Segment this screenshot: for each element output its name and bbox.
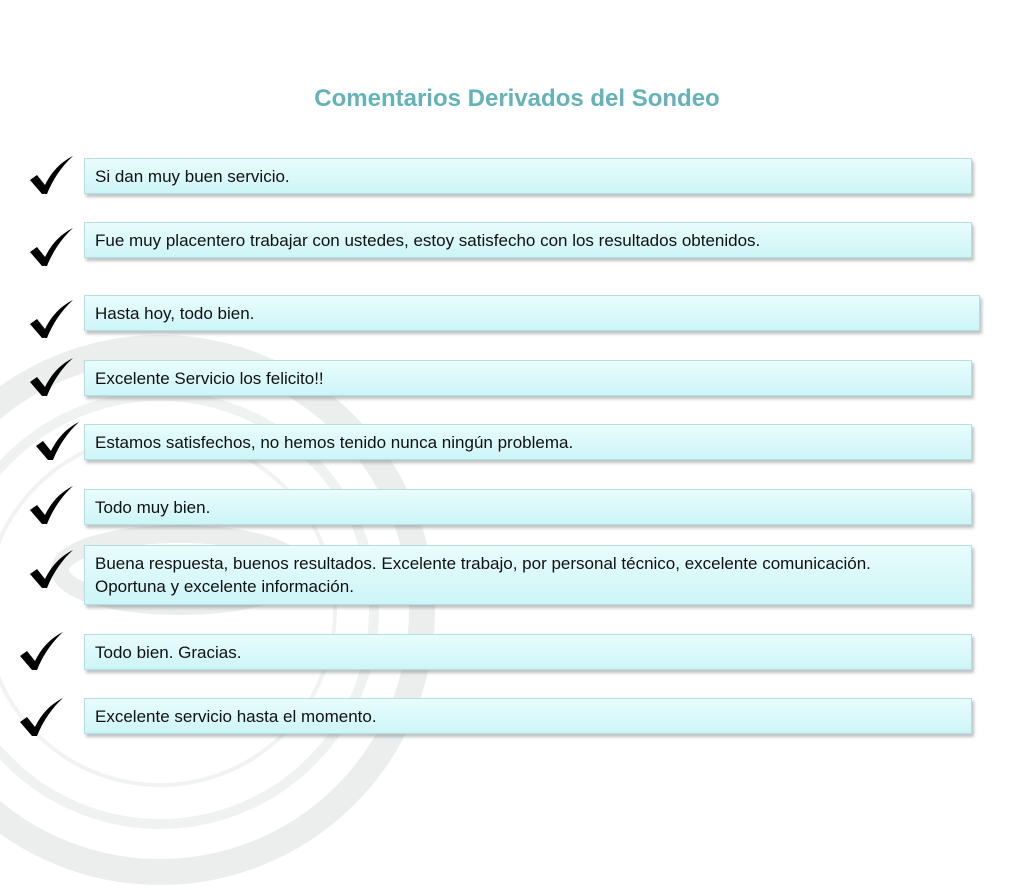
comment-text: Todo muy bien.: [95, 497, 211, 517]
comment-text: Estamos satisfechos, no hemos tenido nunca ningún problema.: [95, 432, 574, 452]
comment-text: Si dan muy buen servicio.: [95, 166, 290, 186]
comment-text: Buena respuesta, buenos resultados. Excelente trabajo, por personal técnico, excelente comunicación. Oportuna y excelente información.: [95, 554, 871, 596]
slide-title: Comentarios Derivados del Sondeo: [314, 85, 720, 112]
comment-box: [84, 424, 972, 460]
checkmark-icon: [18, 696, 64, 740]
comment-box: [84, 360, 972, 396]
checkmark-icon: [34, 420, 80, 464]
comment-text: Todo bien. Gracias.: [95, 642, 242, 662]
checkmark-icon: [28, 226, 74, 270]
comment-text: Excelente servicio hasta el momento.: [95, 706, 377, 726]
comment-text: Hasta hoy, todo bien.: [95, 303, 255, 323]
checkmark-icon: [18, 630, 64, 674]
comment-text: Excelente Servicio los felicito!!: [95, 368, 324, 388]
comment-text: Fue muy placentero trabajar con ustedes, estoy satisfecho con los resultados obtenidos.: [95, 230, 761, 250]
checkmark-icon: [28, 548, 74, 592]
checkmark-icon: [28, 484, 74, 528]
comment-box: [84, 489, 972, 525]
comment-box: [84, 158, 972, 194]
comment-box: [84, 634, 972, 670]
comment-box: [84, 295, 980, 331]
checkmark-icon: [28, 154, 74, 198]
checkmark-icon: [28, 298, 74, 342]
comment-box: [84, 698, 972, 734]
comment-box: [84, 545, 972, 605]
checkmark-icon: [28, 356, 74, 400]
watermark-seal: [0, 330, 440, 890]
comment-box: [84, 222, 972, 258]
